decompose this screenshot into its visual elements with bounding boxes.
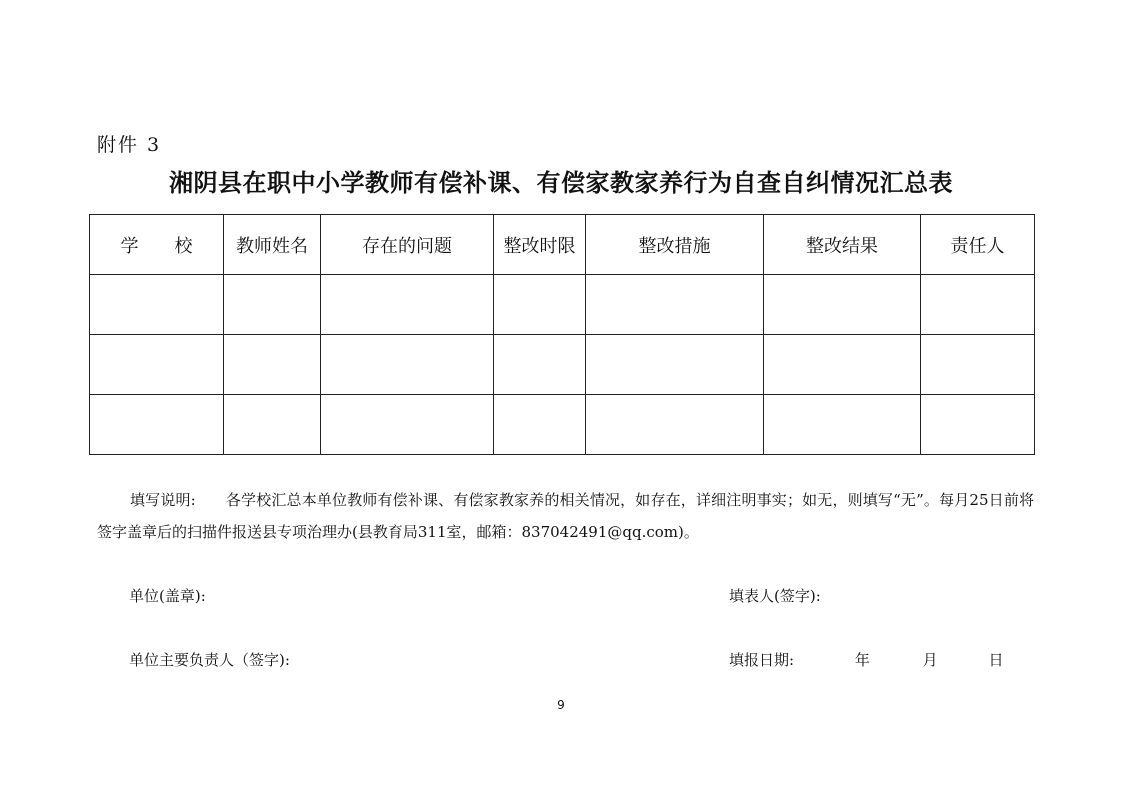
date-day: 日 [988,651,1004,669]
table-cell [224,335,321,395]
table-cell [494,335,586,395]
table-cell [494,395,586,455]
table-row [90,335,1035,395]
table-row [90,395,1035,455]
fill-instructions [97,484,1034,548]
page-number: 9 [557,698,565,712]
table-cell [224,395,321,455]
table-cell [764,275,921,335]
header-result: 整改结果 [764,215,921,275]
instructions-text: 各学校汇总本单位教师有偿补课、有偿家教家养的相关情况，如存在，详细注明事实；如无，则填写“无”。每月25日前将签字盖章后的扫描件报送县专项治理办(县教育局311室，邮箱：837042491@qq.com)。 [97,491,1034,541]
report-date [729,649,1003,670]
table-cell [586,395,764,455]
unit-seal-label: 单位(盖章): [129,587,206,605]
table-cell [90,395,224,455]
date-year: 年 [854,651,870,669]
table-cell [321,335,494,395]
table-cell [224,275,321,335]
header-teacher-name: 教师姓名 [224,215,321,275]
table-cell [321,395,494,455]
table-cell [586,275,764,335]
header-problem: 存在的问题 [321,215,494,275]
summary-table [89,214,1035,455]
header-deadline: 整改时限 [494,215,586,275]
table-cell [494,275,586,335]
attachment-label: 附件 3 [97,134,162,156]
head-signature-label: 单位主要负责人（签字): [129,651,290,669]
table-cell [586,335,764,395]
header-measures: 整改措施 [586,215,764,275]
instructions-label: 填写说明: [130,491,196,509]
header-school: 学 校 [90,215,224,275]
date-label: 填报日期: [729,651,795,669]
filler-signature-label: 填表人(签字): [729,587,821,605]
table-row [90,275,1035,335]
table-cell [90,275,224,335]
table-cell [764,335,921,395]
table-cell [921,275,1035,335]
table-cell [921,395,1035,455]
table-header-row [90,215,1035,275]
table-cell [764,395,921,455]
header-responsible: 责任人 [921,215,1035,275]
table-cell [921,335,1035,395]
table-cell [321,275,494,335]
table-cell [90,335,224,395]
page-title: 湘阴县在职中小学教师有偿补课、有偿家教家养行为自查自纠情况汇总表 [169,168,953,197]
date-month: 月 [922,651,938,669]
